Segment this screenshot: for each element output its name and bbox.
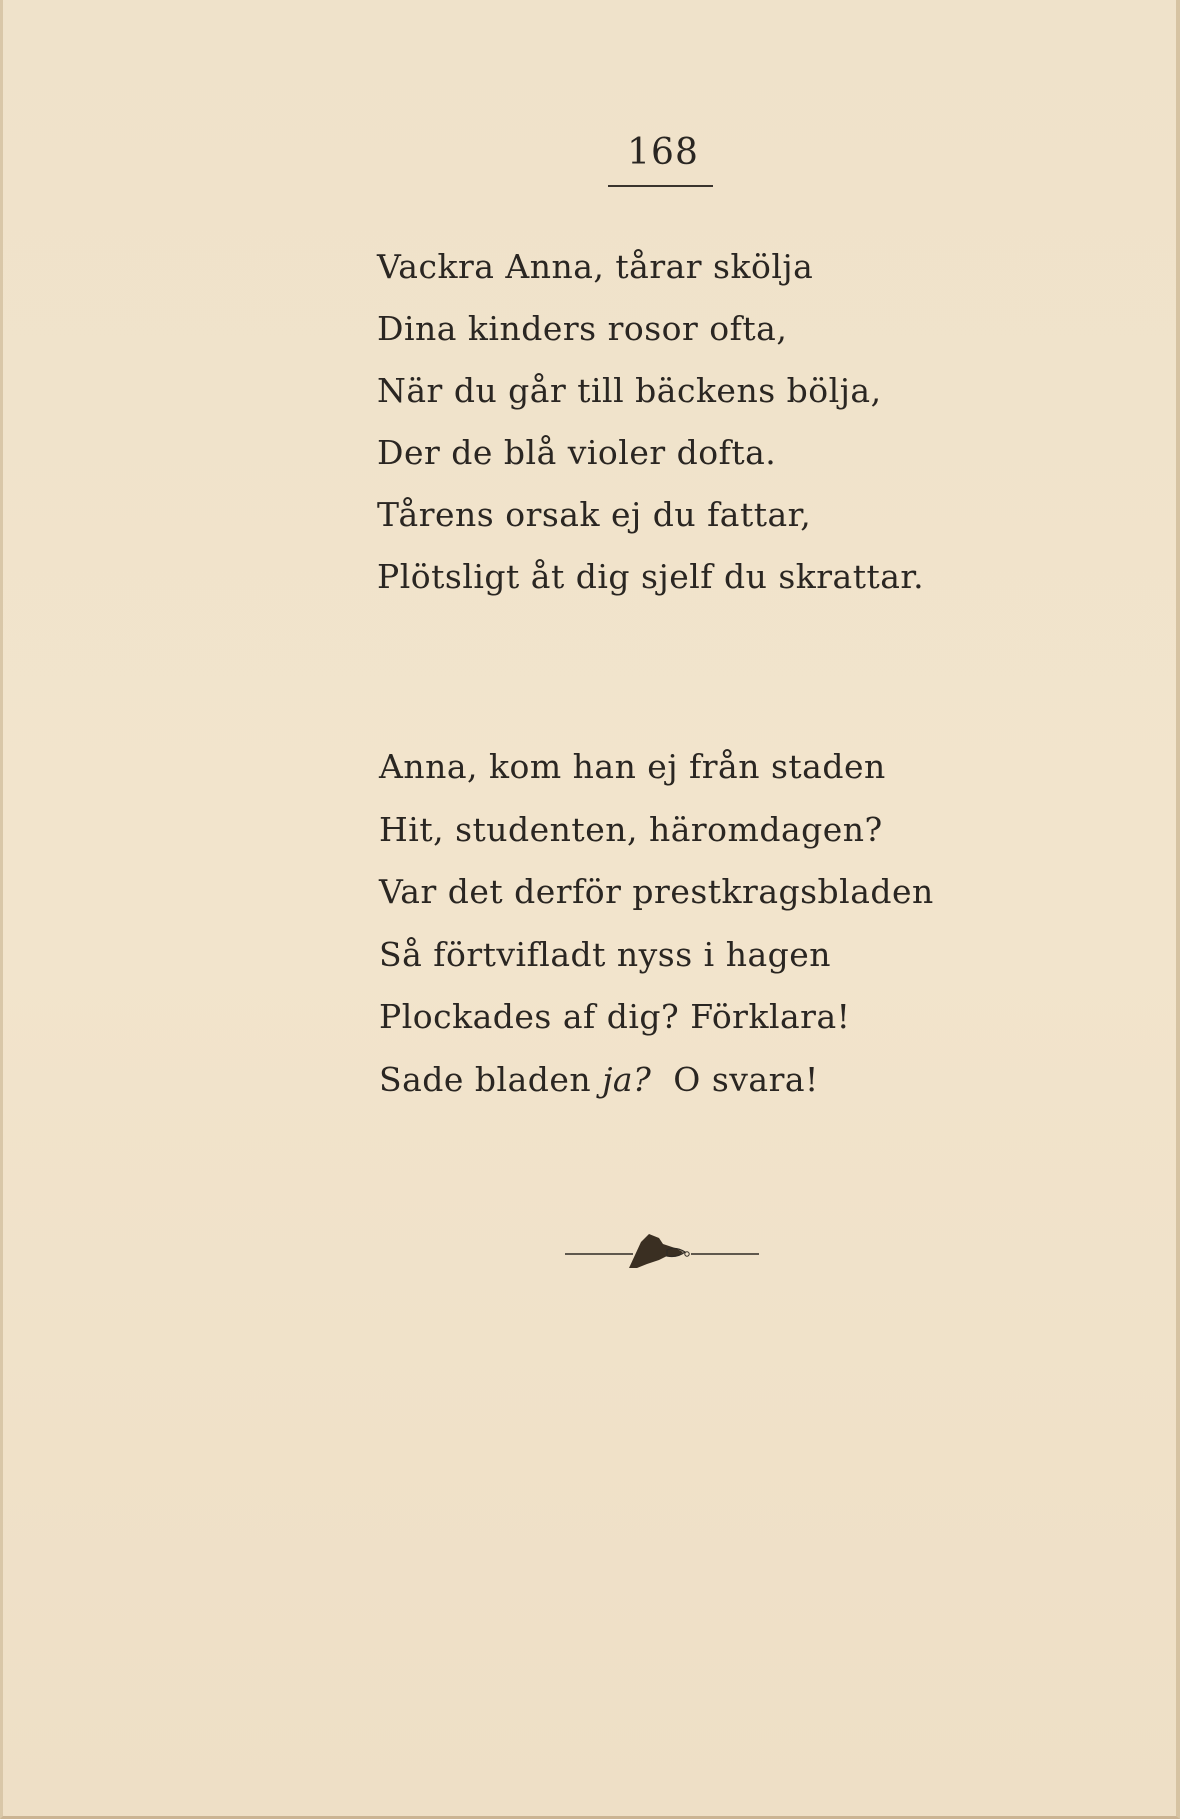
verse-line: Der de blå violer dofta. [377, 433, 777, 472]
header-rule [608, 185, 713, 187]
verse-text: O svara! [651, 1059, 819, 1099]
verse-line: Plötsligt åt dig sjelf du skrattar. [377, 557, 925, 596]
stanza-1 [377, 236, 924, 608]
hand-pointer-ornament-icon [563, 1230, 763, 1270]
verse-line: Plockades af dig? Förklara! [379, 997, 851, 1036]
verse-line: Dina kinders rosor ofta, [377, 309, 788, 348]
verse-emphasis: ja? [602, 1059, 652, 1099]
verse-line: Så förtvifladt nyss i hagen [379, 934, 832, 974]
verse-text: Sade bladen [379, 1059, 603, 1099]
page-number: 168 [627, 132, 699, 173]
verse-line: Vackra Anna, tårar skölja [377, 247, 814, 286]
verse-line: Hit, studenten, häromdagen? [379, 809, 883, 849]
verse-line: Tårens orsak ej du fattar, [377, 495, 812, 534]
verse-line-final [379, 1049, 934, 1112]
verse-line: Anna, kom han ej från staden [379, 747, 886, 786]
verse-line: När du går till bäckens bölja, [377, 371, 882, 410]
stanza-2 [379, 736, 934, 1111]
verse-line: Var det derför prestkragsbladen [379, 872, 934, 911]
